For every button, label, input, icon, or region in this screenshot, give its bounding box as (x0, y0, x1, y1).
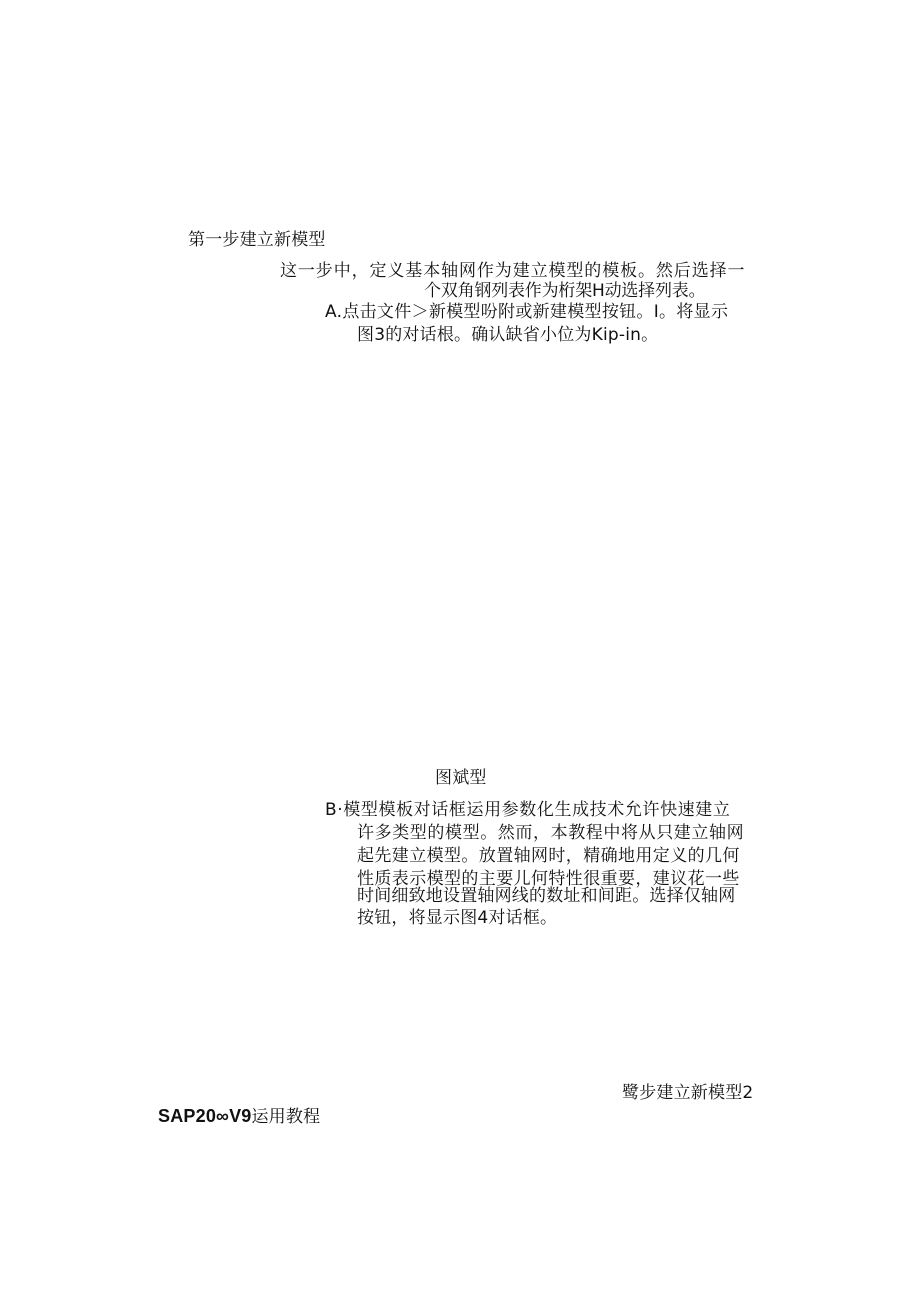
step-a-line-1: A.点击文件＞新模型吩附或新建模型按钮。I。将显示 (325, 302, 729, 322)
footer-left-text (158, 1105, 320, 1128)
footer-right-text: 鹭步建立新模型2 (622, 1083, 754, 1103)
figure-caption: 图斌型 (435, 768, 487, 788)
step-b-line-6: 按钮，将显示图4对话框。 (357, 908, 558, 928)
step-a-line-2: 图3的对话根。确认缺省小位为Kip-in。 (357, 325, 659, 345)
section-heading: 第一步建立新模型 (188, 230, 326, 250)
step-b-line-2: 许多类型的模型。然而，本教程中将从只建立轴网 (357, 823, 745, 843)
intro-line-2: 个双角钢列表作为桁架H动选择列表。 (424, 281, 706, 301)
step-b-line-3: 起先建立模型。放置轴网时，精确地用定义的几何 (357, 846, 740, 866)
footer-tutorial-label: 运用教程 (251, 1107, 321, 1127)
step-b-line-1: B·模型模板对话框运用参数化生成技术允许快速建立 (325, 800, 731, 820)
step-b-line-5: 时间细致地设置轴网线的数址和间距。选择仅轴网 (357, 886, 736, 906)
footer-product-name: SAP20∞V9 (158, 1106, 252, 1126)
step-b-line-4: 性质表示模型的主要儿何特性很重要，建议花一些 (357, 869, 740, 889)
intro-line-1: 这一步中，定义基本轴网作为建立模型的模板。然后选择一 (280, 261, 746, 281)
